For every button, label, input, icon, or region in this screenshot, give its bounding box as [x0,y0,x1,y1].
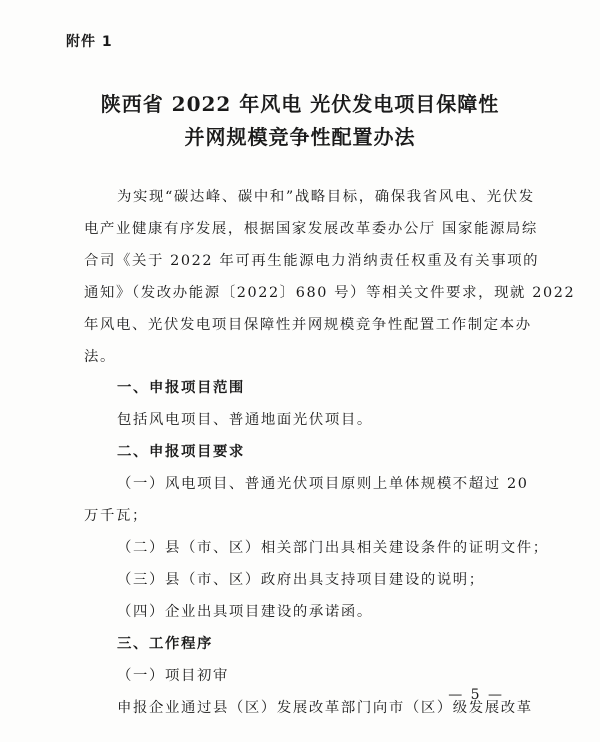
section-heading-scope: 一、申报项目范围 [117,380,245,396]
requirement-item-4: （四）企业出具项目建设的承诺函。 [117,604,373,620]
document-title-line-1: 陕西省 2022 年风电 光伏发电项目保障性 [100,92,500,116]
document-title-line-2: 并网规模竞争性配置办法 [184,125,416,149]
requirement-item-1-continued: 万千瓦； [84,508,148,524]
section-heading-procedure: 三、工作程序 [117,636,213,652]
paragraph-line: 法。 [84,349,116,365]
section-heading-requirements: 二、申报项目要求 [117,444,245,460]
paragraph-line: 通知》（发改办能源〔2022〕680 号）等相关文件要求，现就 2022 [84,285,576,301]
requirement-item-2: （二）县（市、区）相关部门出具相关建设条件的证明文件； [117,540,549,556]
requirement-item-1: （一）风电项目、普通光伏项目原则上单体规模不超过 20 [117,476,529,492]
page-number: — 5 — [448,687,504,703]
attachment-label: 附件 1 [66,34,113,50]
paragraph-line: 包括风电项目、普通地面光伏项目。 [117,412,373,428]
paragraph-line: 合司《关于 2022 年可再生能源电力消纳责任权重及有关事项的 [84,253,540,269]
subsection-heading-initial-review: （一）项目初审 [117,668,229,684]
paragraph-line: 为实现“碳达峰、碳中和”战略目标，确保我省风电、光伏发 [117,189,535,205]
requirement-item-3: （三）县（市、区）政府出具支持项目建设的说明； [117,572,485,588]
paragraph-line: 电产业健康有序发展，根据国家发展改革委办公厅 国家能源局综 [84,221,538,237]
paragraph-line: 年风电、光伏发电项目保障性并网规模竞争性配置工作制定本办 [84,317,532,333]
paragraph-line: 申报企业通过县（区）发展改革部门向市（区）级发展改革 [117,700,533,716]
